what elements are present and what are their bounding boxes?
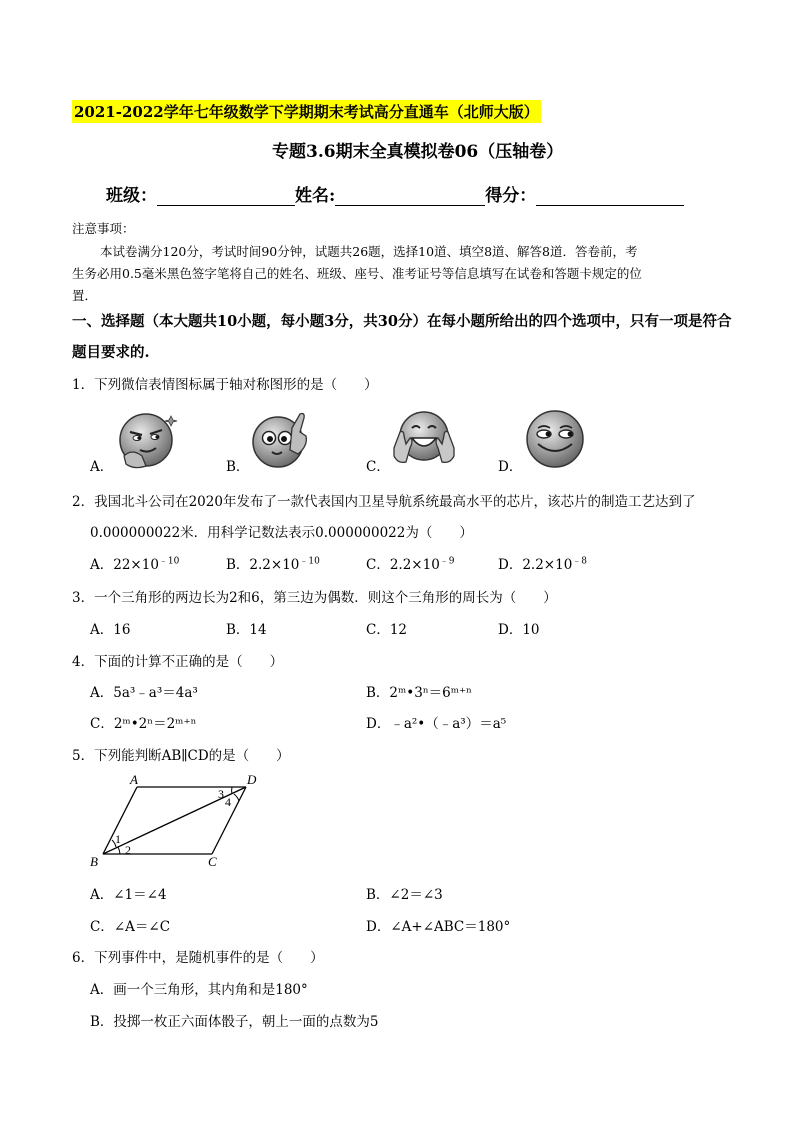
q2-stem-line1: 2．我国北斗公司在2020年发布了一款代表国内卫星导航系统最高水平的芯片，该芯片的制造工艺达到了 xyxy=(72,494,696,510)
name-field[interactable] xyxy=(335,187,485,206)
q2-stem-line2: 0.000000022米．用科学记数法表示0.000000022为（ ） xyxy=(90,525,473,541)
q2-option-c-exp: ﹣9 xyxy=(439,556,455,567)
q4-stem: 4．下面的计算不正确的是（ ） xyxy=(72,654,284,670)
notes-heading: 注意事项： xyxy=(72,221,135,236)
section1-line2: 题目要求的. xyxy=(72,344,150,361)
q2-option-b-base: B．2.2×10 xyxy=(226,557,300,573)
q4-option-d[interactable]: D．﹣a²•（﹣a³）＝a⁵ xyxy=(366,716,507,732)
q6-option-a[interactable]: A．画一个三角形，其内角和是180° xyxy=(90,982,308,998)
q2-option-c[interactable] xyxy=(366,553,455,573)
q5-option-d[interactable]: D．∠A+∠ABC＝180° xyxy=(366,919,511,935)
q1-option-b[interactable]: B． xyxy=(226,459,250,475)
name-label: 姓名: xyxy=(295,186,336,206)
smirk-emoji xyxy=(116,410,182,470)
q1-option-a[interactable]: A． xyxy=(90,459,114,475)
q2-option-a[interactable] xyxy=(90,553,179,573)
q1-option-c[interactable]: C． xyxy=(366,459,390,475)
angle-3-label: 3 xyxy=(218,787,224,801)
q2-option-a-base: A．22×10 xyxy=(90,557,159,573)
q4-option-b[interactable]: B．2ᵐ•3ⁿ＝6ᵐ⁺ⁿ xyxy=(366,685,473,701)
q2-option-d-base: D．2.2×10 xyxy=(498,557,573,573)
banner: 2021-2022学年七年级数学下学期期末考试高分直通车（北师大版） xyxy=(72,100,541,123)
q2-option-d[interactable] xyxy=(498,553,587,573)
score-label: 得分： xyxy=(485,186,537,206)
class-label: 班级： xyxy=(106,186,157,206)
q2-option-a-exp: ﹣10 xyxy=(158,556,180,567)
angle-arc-2 xyxy=(118,847,120,854)
q3-option-b[interactable]: B．14 xyxy=(226,622,267,638)
q5-option-b[interactable]: B．∠2＝∠3 xyxy=(366,887,443,903)
q3-option-a[interactable]: A．16 xyxy=(90,622,131,638)
sly-grin-emoji xyxy=(524,408,586,470)
q4-option-a[interactable]: A．5a³﹣a³＝4a³ xyxy=(90,685,198,701)
notes-line3: 置． xyxy=(72,288,98,303)
section1-line1: 一、选择题（本大题共10小题，每小题3分，共30分）在每小题所给出的四个选项中，只有一项是符合 xyxy=(72,313,732,330)
angle-2-label: 2 xyxy=(125,843,131,857)
notes-line1: 本试卷满分120分，考试时间90分钟，试题共26题，选择10道、填空8道、解答8道．答卷前，考 xyxy=(100,244,638,259)
parallelogram-figure xyxy=(86,770,266,870)
class-field[interactable] xyxy=(157,187,295,206)
info-fields xyxy=(106,181,684,206)
q2-option-c-base: C．2.2×10 xyxy=(366,557,440,573)
q3-stem: 3．一个三角形的两边长为2和6，第三边为偶数．则这个三角形的周长为（ ） xyxy=(72,590,557,606)
shy-emoji xyxy=(250,410,312,470)
angle-arc-4 xyxy=(234,794,239,801)
laughing-emoji xyxy=(390,408,458,470)
q5-stem: 5．下列能判断AB∥CD的是（ ） xyxy=(72,748,290,764)
q4-option-c[interactable]: C．2ᵐ•2ⁿ＝2ᵐ⁺ⁿ xyxy=(90,716,197,732)
q6-option-b[interactable]: B．投掷一枚正六面体骰子，朝上一面的点数为5 xyxy=(90,1014,379,1030)
vertex-d-label: D xyxy=(247,772,257,787)
vertex-a-label: A xyxy=(130,772,138,787)
score-field[interactable] xyxy=(536,187,684,206)
q1-option-d[interactable]: D． xyxy=(498,459,523,475)
angle-4-label: 4 xyxy=(225,795,231,809)
page-title: 专题3.6期末全真模拟卷06（压轴卷） xyxy=(272,142,564,162)
q3-option-d[interactable]: D．10 xyxy=(498,622,540,638)
q6-stem: 6．下列事件中，是随机事件的是（ ） xyxy=(72,950,324,966)
q2-option-b[interactable] xyxy=(226,553,320,573)
vertex-b-label: B xyxy=(90,854,98,869)
q2-option-b-exp: ﹣10 xyxy=(299,556,320,567)
vertex-c-label: C xyxy=(208,854,217,869)
q3-option-c[interactable]: C．12 xyxy=(366,622,408,638)
q2-option-d-exp: ﹣8 xyxy=(572,556,588,567)
q5-option-a[interactable]: A．∠1＝∠4 xyxy=(90,887,167,903)
angle-1-label: 1 xyxy=(115,832,121,846)
notes-line2: 生务必用0.5毫米黑色签字笔将自己的姓名、班级、座号、准考证号等信息填写在试卷和答题卡规定的位 xyxy=(72,266,642,281)
q5-option-c[interactable]: C．∠A＝∠C xyxy=(90,919,171,935)
q1-stem: 1．下列微信表情图标属于轴对称图形的是（ ） xyxy=(72,377,378,393)
